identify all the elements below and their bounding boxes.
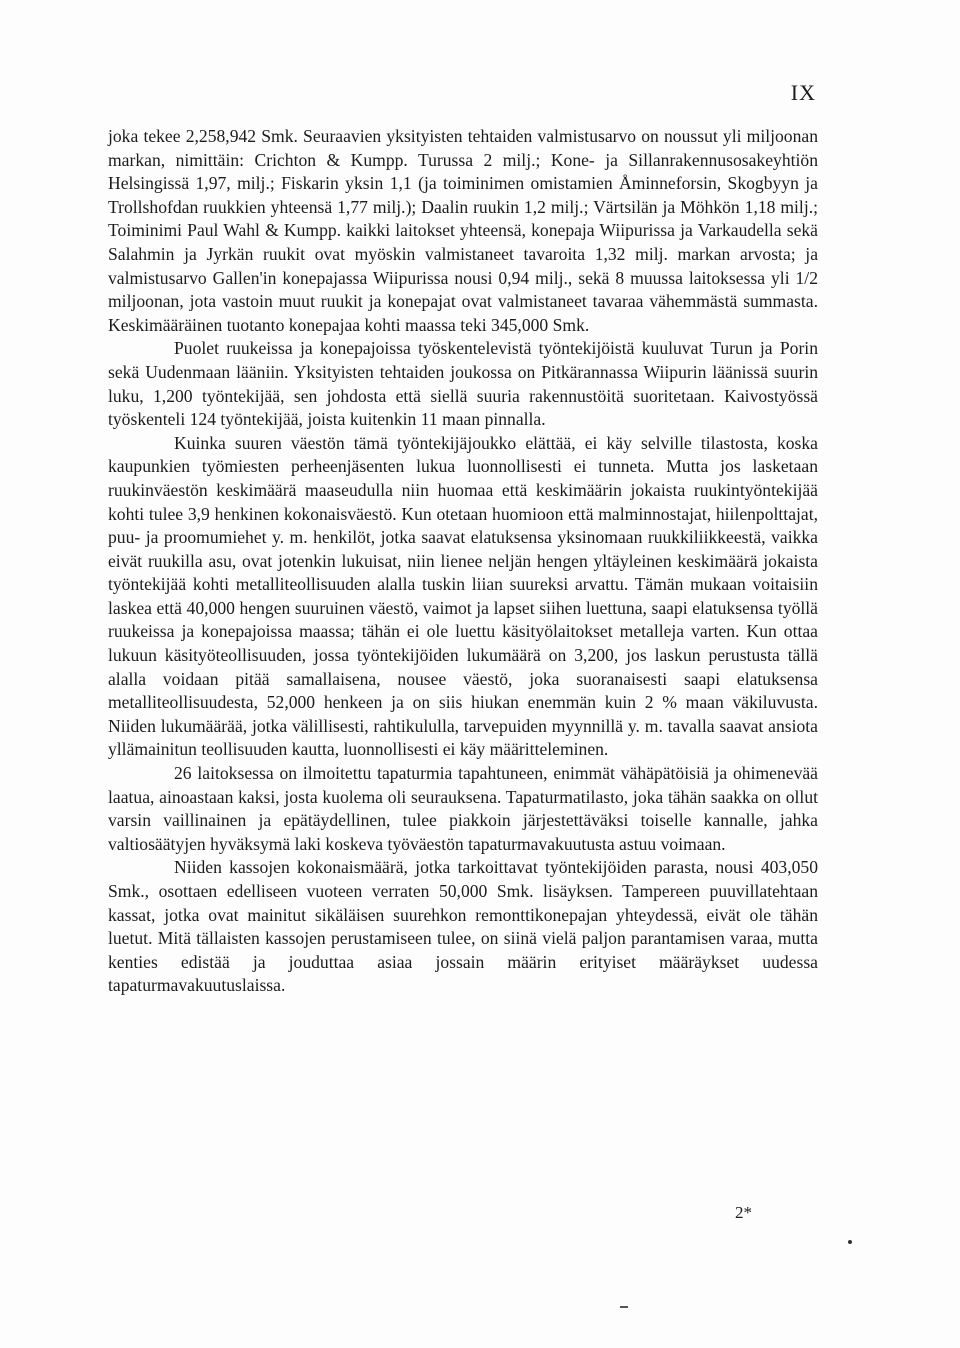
paragraph-4: 26 laitoksessa on ilmoitettu tapaturmia tapahtuneen, enimmät vähäpätöisiä ja ohimenevää laatua, ainoastaan kaksi, josta kuolema oli seurauksena. Tapaturmatilasto, joka tähän saakka on ollut varsin vaillinainen ja epätäydellinen, tulee piakkoin järjestettäväksi toiselle kannalle, jahka valtiosäätyjen hyväksymä laki koskeva työväestön tapaturmavakuutusta astuu voimaan.: [108, 763, 818, 854]
paragraph-1: joka tekee 2,258,942 Smk. Seuraavien yksityisten tehtaiden valmistusarvo on noussut yli miljoonan markan, nimittäin: Crichton & Kumpp. Turussa 2 milj.; Kone- ja Sillanrakennusosakeyhtiön Helsingissä 1,97, milj.; Fiskarin yksin 1,1 (ja toiminimen omistamien Åminneforsin, Skogbyyn ja Trollshofdan ruukkien yhteensä 1,77 milj.); Daalin ruukin 1,2 milj.; Värtsilän ja Möhkön 1,18 milj.; Toiminimi Paul Wahl & Kumpp. kaikki laitokset yhteensä, konepaja Wiipurissa ja Varkaudella sekä Salahmin ja Jyrkän ruukit ovat myöskin valmistaneet tavaroita 1,32 milj. markan arvosta; ja valmistusarvo Gallen'in konepajassa Wiipurissa nousi 0,94 milj., sekä 8 muussa laitoksessa yli 1/2 miljoonan, jota vastoin muut ruukit ja konepajat ovat valmistaneet tavaraa vähemmästä summasta. Keskimääräinen tuotanto konepajaa kohti maassa teki 345,000 Smk.: [108, 126, 818, 335]
scan-speck-mark: [620, 1306, 628, 1308]
paragraph-5: Niiden kassojen kokonaismäärä, jotka tarkoittavat työntekijöiden parasta, nousi 403,050 Smk., osottaen edelliseen vuoteen verraten 50,000 Smk. lisäyksen. Tampereen puuvillatehtaan kassat, jotka ovat mainitut sikäläisen suurehkon remonttikonepajan yhteydessä, eivät ole tähän luetut. Mitä tällaisten kassojen perustamiseen tulee, on siinä vielä paljon parantamisen varaa, mutta kenties edistää ja jouduttaa asiaa jossain määrin erityiset määräykset uudessa tapaturmavakuutuslaissa.: [108, 857, 818, 996]
body-text: [108, 125, 818, 998]
paragraph-2: Puolet ruukeissa ja konepajoissa työskentelevistä työntekijöistä kuuluvat Turun ja Porin sekä Uudenmaan lääniin. Yksityisten tehtaiden joukossa on Pitkärannassa Wiipurin läänissä suurin luku, 1,200 työntekijää, sen johdosta että siellä suuria rakennustöitä suoritetaan. Kaivostyössä työskenteli 124 työntekijää, joista kuitenkin 11 maan pinnalla.: [108, 338, 818, 430]
paragraph-3: Kuinka suuren väestön tämä työntekijäjoukko elättää, ei käy selville tilastosta, koska kaupunkien työmiesten perheenjäsenten lukua luonnollisesti ei tunneta. Mutta jos lasketaan ruukinväestön keskimäärä maaseudulla niin huomaa että keskimäärin jokaista ruukintyöntekijää kohti tulee 3,9 henkinen kokonaisväestö. Kun otetaan huomioon että malminnostajat, hiilenpolttajat, puu- ja proomumiehet y. m. henkilöt, jotka saavat elatuksensa yksinomaan ruukkiliikkeestä, vaikka eivät ruukilla asu, ovat jotenkin lukuisat, niin lienee neljän hengen yltäyleinen keskimäärä jokaista työntekijää kohti metalliteollisuuden alalla tuskin liian suureksi arvattu. Tämän mukaan voitaisiin laskea että 40,000 hengen suuruinen väestö, vaimot ja lapset siihen luettuna, saapi elatuksensa työllä ruukeissa ja konepajoissa maassa; tähän ei ole luettu käsityölaitokset metalleja varten. Kun ottaa lukuun käsityöteollisuuden, jossa työntekijöiden lukumäärä on 3,200, jos laskun perustusta tällä alalla voidaan pitää samallaisena, nousee väestö, joka suoranaisesti saapi elatuksensa metalliteollisuudesta, 52,000 henkeen ja on siis hiukan enemmän kuin 2 % maan väkiluvusta. Niiden lukumäärää, jotka välillisesti, rahtikululla, tarvepuiden myynnillä y. m. tavalla saavat ansiota yllämainitun teollisuuden kautta, luonnollisesti ei käy määritteleminen.: [108, 432, 818, 760]
page-number: IX: [790, 80, 816, 105]
margin-dot-mark: [848, 1240, 852, 1244]
printer-signature: 2*: [735, 1203, 752, 1222]
